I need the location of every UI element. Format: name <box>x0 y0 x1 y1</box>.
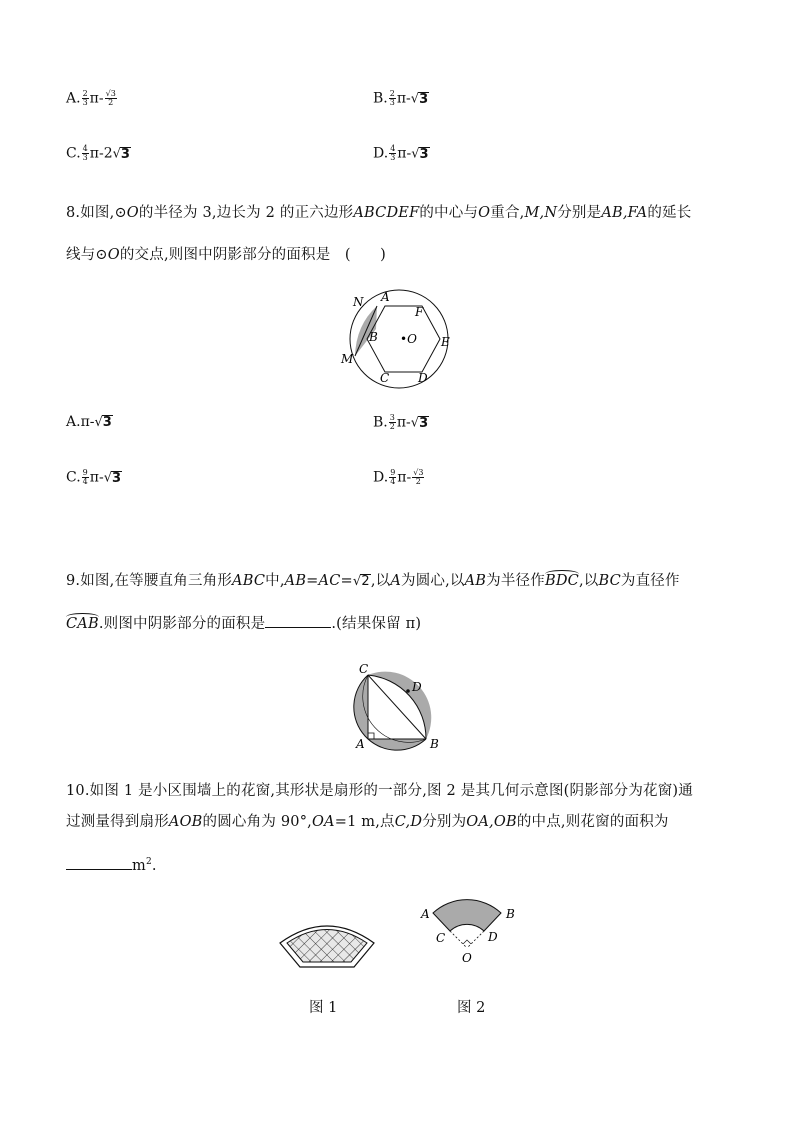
q8-option-b: B. $\frac{3}{2}$ π-√3 <box>373 413 429 431</box>
q7-option-b: B. $\frac{2}{3}$ π-√3 <box>373 89 429 107</box>
q7-option-d: D. $\frac{4}{3}$ π-√3 <box>373 144 429 162</box>
q10-label-c: C <box>436 931 446 945</box>
q10-right-angle <box>463 940 471 944</box>
q10-answer-blank[interactable] <box>66 855 132 870</box>
q8-label-f: F <box>415 305 424 319</box>
q10-caption-2: 图 2 <box>457 1000 486 1016</box>
q8-stem-line1: 8.如图,⊙O的半径为 3,边长为 2 的正六边形ABCDEF的中心与O重合,M,N分别是AB,FA的延长 <box>66 205 692 221</box>
q10-radius-oc <box>450 931 467 948</box>
q10-shaded-window <box>433 900 501 931</box>
q8-label-b: B <box>369 330 378 344</box>
q10-label-a: A <box>421 907 430 921</box>
q10-figure2 <box>418 895 522 967</box>
q10-label-d: D <box>488 930 498 944</box>
q9-stem-line1: 9.如图,在等腰直角三角形ABC中,AB=AC=√2,以A为圆心,以AB为半径作BDC,以BC为直径作 <box>66 573 680 589</box>
q10-stem-line3: $m^2$. <box>66 855 157 874</box>
q8-label-m: M <box>341 352 354 366</box>
q9-label-a: A <box>356 737 365 751</box>
q8-option-c: C. $\frac{9}{4}$ π-√3 <box>66 468 122 486</box>
q7-option-c: C. $\frac{4}{3}$ π-2√3 <box>66 144 130 162</box>
q9-point-d <box>406 689 410 693</box>
q9-label-b: B <box>430 737 439 751</box>
q8-label-c: C <box>380 371 390 385</box>
q9-label-d: D <box>412 680 422 694</box>
q9-figure <box>350 660 450 752</box>
q8-figure <box>336 285 460 391</box>
q10-stem-line1: 10.如图 1 是小区围墙上的花窗,其形状是扇形的一部分,图 2 是其几何示意图(阴影部分为花窗)通 <box>66 783 693 799</box>
q8-label-d: D <box>418 371 428 385</box>
q10-figure1 <box>276 915 378 971</box>
q7-option-a: A. $\frac{2}{3}$ π- $\frac{√3}{2}$ <box>66 89 116 107</box>
q8-label-n: N <box>353 295 364 309</box>
q8-label-a: A <box>381 290 390 304</box>
q10-label-o: O <box>462 951 472 965</box>
q10-caption-1: 图 1 <box>309 1000 338 1016</box>
q8-option-d: D. $\frac{9}{4}$ π- $\frac{√3}{2}$ <box>373 468 424 486</box>
q9-label-c: C <box>359 662 369 676</box>
q10-label-b: B <box>506 907 515 921</box>
q8-stem-line2: 线与⊙O的交点,则图中阴影部分的面积是 ( ) <box>66 247 387 263</box>
q9-answer-blank[interactable] <box>265 613 331 628</box>
q8-label-o: •O <box>400 332 417 346</box>
q10-radius-od <box>467 931 484 948</box>
q8-label-e: E <box>441 335 450 349</box>
q8-option-a: A.π-√3 <box>66 414 112 430</box>
q10-stem-line2: 过测量得到扇形AOB的圆心角为 90°,OA=1 m,点C,D分别为OA,OB的中点,则花窗的面积为 <box>66 814 669 830</box>
q9-stem-line2: CAB.则图中阴影部分的面积是 .(结果保留 π) <box>66 612 421 633</box>
